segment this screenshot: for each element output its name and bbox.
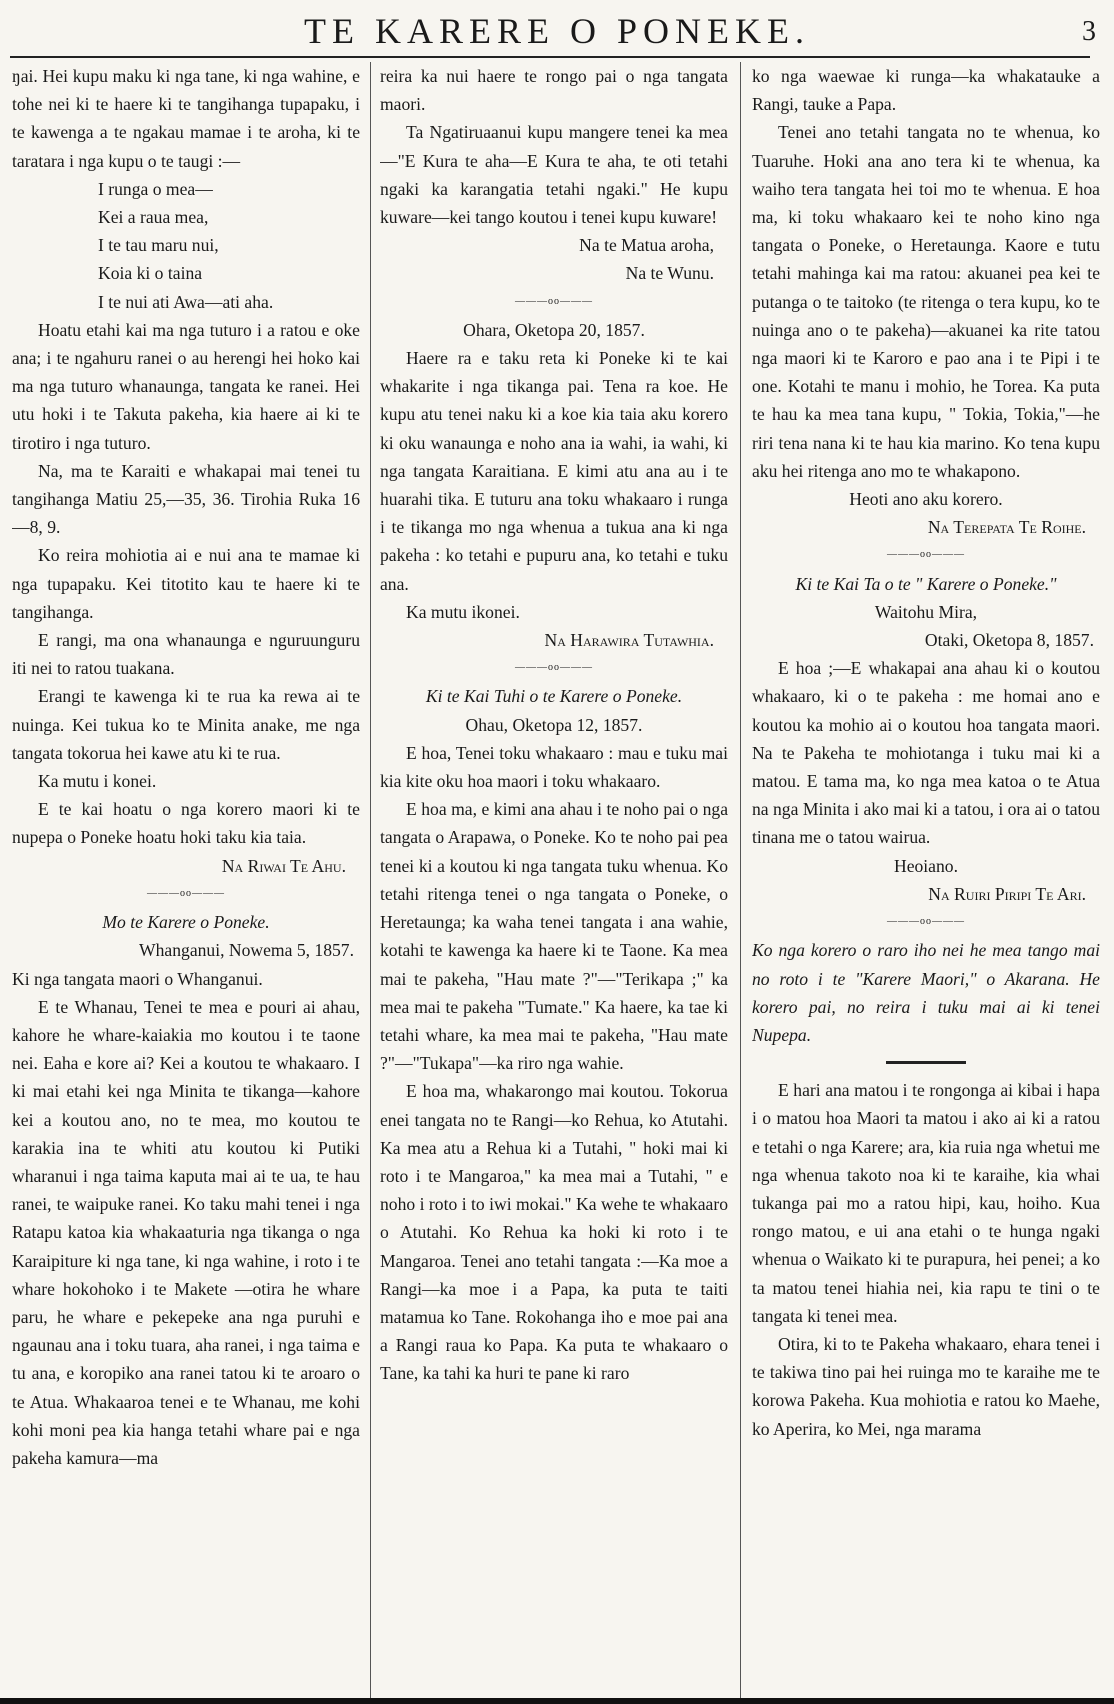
paragraph: E hoa, Tenei toku whakaaro : mau e tuku mai kia kite oku hoa maori i toku whakaaro. [380,742,728,792]
letter-heading: Ki te Kai Tuhi o te Karere o Poneke. [425,686,683,707]
dateline: Waitohu Mira, [874,601,978,622]
poem-line: Koia ki o taina [98,263,203,284]
paragraph: E hoa ma, e kimi ana ahau i te noho pai o nga tangata o Arapawa, o Poneke. Ko te noho pai pea tenei ki a koutou ki nga tangata tuku whenua. Ko tetahi ritenga tenei o nga tangata o Poneke, o Heretaunga; ka waha tenei tangata i ana wahie, kotahi te kawenga ka haere ki te Taone. Ka mea mai te pakeha, "Hau mate ?"—"Terikapa ;" ka mea mai te pakeha "Tumate." Ka haere, ka tae ki tetahi whare, ka mea mai te pakeha, "Hau mate ?"—"Tukapa"—ka riro nga wahie. [380,799,728,1074]
paragraph: E te kai hoatu o nga korero maori ki te nupepa o Poneke hoatu hoki taku kia taia. [12,799,360,848]
paragraph: Ta Ngatiruaanui kupu mangere tenei ka mea—"E Kura te aha—E Kura te aha, te oti tetahi ngaki ka karangatia tetahi ngaki." He kupu kuware—kei tango koutou i tenei kupu kuware! [380,122,728,228]
poem-line: I runga o mea— [98,178,213,199]
dateline: Ohau, Oketopa 12, 1857. [465,714,643,735]
paragraph: E te Whanau, Tenei te mea e pouri ai ahau, kahore he whare-kaiakia mo koutou i te taone nei. Eaha e kore ai? Kei a koutou te whakaaro. I ki mai etahi kei nga Minita te tikanga—kahore kei a koutou ano, no te mea, mo koutou te karakia ina te whiti atu koutou ki Putiki wharanui i nga taima kaputa mai ai te ua, te hau ranei, te waipuke ranei. Ko taku mahi tenei i nga Ratapu katoa kia whakaaturia nga tikanga o nga Karaipiture ki nga tane, ki nga wahine, i roto i te whare hokohoko i te Makete —otira he whare paru, he whare e pekepeke ana nga puruhi e ngaunau ana i toku tuara, aha ranei, i nga taima e tu ana, e koropiko ana ranei tatou ki te aroaro o te Atua. Whakaaroa tenei e te Whanau, me kohi kohi moni pea kia hanga tetahi whare pai e nga pakeha kamura—ma [12,996,360,1468]
paragraph: E hoa ma, whakarongo mai koutou. Tokorua enei tangata no te Rangi—ko Rehua, ko Atutahi. Ka mea atu a Rehua ki a Tutahi, " hoki mai ki roto i te Mangaroa," ka mea mai a Tutahi, " e noho i roto i to iwi mokai." Ka wehe te whakaaro o Atutahi. Ko Rehua ka hoki ki roto i te Mangaroa. Tenei ano tetahi tangata :—Ka moe a Rangi—ka moe i a Papa, ka puta te taiti matamua ko Tane. Rokohanga iho e moe pai ana a Rangi raua ko Papa. Ka puta te whakaaro o Tane, ka tahi ka huri te pane ki raro [380,1081,728,1384]
paragraph: Erangi te kawenga ki te rua ka rewa ai te nuinga. Kei tukua ko te Minita anake, me nga tangata tokorua hei kawe atu ki te rua. [12,686,360,763]
column-1 [12,62,360,1698]
letter-heading: Ki te Kai Ta o te " Karere o Poneke." [795,573,1057,594]
signature: Na Riwai Te Ahu. [221,855,346,876]
column-2 [380,62,728,1698]
signature-line: Na te Matua aroha, [579,235,714,256]
paragraph: Otira, ki to te Pakeha whakaaro, ehara tenei i te takiwa tino pai hei ruinga mo te karaihe me te korowa Pakeha. Kua mohiotia e ratou ko Maehe, ko Aperira, ko Mei, nga marama [752,1333,1100,1439]
dateline: Otaki, Oketopa 8, 1857. [924,630,1094,651]
letter-heading: Mo te Karere o Poneke. [102,912,270,933]
paragraph: E rangi, ma ona whanaunga e nguruunguru iti nei to ratou tuakana. [12,630,360,679]
salutation: Ki nga tangata maori o Whanganui. [12,968,263,989]
paragraph: Haere ra e taku reta ki Poneke ki te kai whakarite i nga tikanga pai. Tena ra koe. He kupu atu tenei naku ki a koe kia taia aku korero ki oku wanaunga e noho ana ia wahi, ia wahi, ki nga tangata Karaitiana. E kimi atu ana au i te huarahi tika. E tuturu ana toku whakaaro i runga i te tikanga mo nga whenua a tukua ana ki nga pakeha : ko tetahi e pupuru ana, ko tetahi e tuku ana. [380,348,728,594]
paragraph: Na, ma te Karaiti e whakapai mai tenei tu tangihanga Matiu 25,—35, 36. Tirohia Ruka 16—8, 9. [12,460,360,538]
header-rule [10,56,1090,58]
column-rule-2 [740,62,741,1698]
separator: ———oo——— [515,295,593,307]
poem-line: I te nui ati Awa—ati aha. [98,291,274,312]
paragraph: Ko reira mohiotia ai e nui ana te mamae ki nga tupapaku. Kei titotito kau te haere ki te tangihanga. [12,545,360,622]
signature: Na Terepata Te Roihe. [927,517,1086,538]
poem-line: Kei a raua mea, [98,207,209,228]
paragraph: E hari ana matou i te rongonga ai kibai i hapa i o matou hoa Maori ta matou i ako ai ki a ratou e tetahi o nga Karere; ara, kia ruia nga whetui me nga whenua takoto noa ki te karaihe, kia whai tukanga pai mo a ratou hipi, kau, hoiho. Kua rongo matou, e ui ana etahi o te hunga ngaki whenua o Waikato ki te purapura, hei penei; a ko ta matou tenei hiahia nei, kia rapu te tini o te tangata ki tenei mea. [752,1080,1100,1326]
separator: ———oo——— [515,662,593,674]
column-3 [752,62,1100,1698]
newspaper-title: TE KARERE O PONEKE. [304,11,810,51]
dateline: Whanganui, Nowema 5, 1857. [139,940,354,961]
page-number: 3 [1082,16,1096,47]
signature: Na te Wunu. [625,263,714,284]
paragraph: ko nga waewae ki runga—ka whakatauke a Rangi, tauke a Papa. [752,66,1100,115]
closing: Heoiano. [893,855,958,876]
separator: ———oo——— [147,887,225,899]
signature: Na Harawira Tutawhia. [544,630,714,651]
poem-line: I te tau maru nui, [98,235,219,256]
separator: ———oo——— [887,916,965,928]
masthead [0,10,1114,50]
paragraph: reira ka nui haere te rongo pai o nga tangata maori. [380,66,728,115]
paragraph: Tenei ano tetahi tangata no te whenua, ko Tuaruhe. Hoki ana ano tera ki te whenua, ka waiho tera tangata hei toi mo te whenua. E hoa ma, ki toku whakaaro kei te noho kino nga tangata o Poneke, o Heretaunga. Kaore e tutu tetahi mahinga kai ma ratou: akuanei pea kei te putanga o te taitoko (te ritenga o tera kupu, ko te nuinga ano o te pakeha)—akuanei ka rite tatou nga maori ki te Karoro e pao ana i te Pipi i te one. Kotahi te manu i mohio, he Torea. Ka puta te hau ka mea tana kupu, " Tokia, Tokia,"—he riri tena nana ki te hau kia marino. Ko tena kupu aku hei ritenga ano mo te whakapono. [752,122,1100,481]
section-divider [886,1061,966,1064]
signature: Na Ruiri Piripi Te Ari. [928,883,1086,904]
closing: Heoti ano aku korero. [849,489,1003,510]
paragraph: Ka mutu ikonei. [406,601,520,622]
page-bottom-edge [0,1698,1114,1704]
paragraph: Ka mutu i konei. [38,771,157,792]
editorial-note: Ko nga korero o raro iho nei he mea tango mai no roto i te "Karere Maori," o Akarana. He korero pai, no reira i tuku mai ai ki tenei Nupepa. [752,940,1100,1045]
paragraph: Hoatu etahi kai ma nga tuturo i a ratou e oke ana; i te ngahuru ranei o au herengi hei hoko kai ma nga tuturo whanaunga, tangata ke ranei. Hei utu hoki i te Takuta pakeha, kia haere ai ki te tirotiro i nga tuturo. [12,319,360,453]
paragraph: ŋai. Hei kupu maku ki nga tane, ki nga wahine, e tohe nei ki te haere ki te tangihanga tupapaku, i te kawenga a te ngakau mamae i te aroha, ki te taratara i nga kupu o te taugi :— [12,66,360,171]
column-rule-1 [370,62,371,1698]
dateline: Ohara, Oketopa 20, 1857. [463,319,645,340]
paragraph: E hoa ;—E whakapai ana ahau ki o koutou whakaaro, ki o te pakeha : me homai ano e koutou ka mohio ai o koutou hoa tangata maori. Na te Pakeha te mohiotanga i tuku mai ki a matou. E tama ma, ko nga mea katoa o te Atua na nga Minita i ako mai ki a tatou, i ora ai o tatou tinana me o tatou wairua. [752,658,1100,848]
separator: ———oo——— [887,549,965,561]
